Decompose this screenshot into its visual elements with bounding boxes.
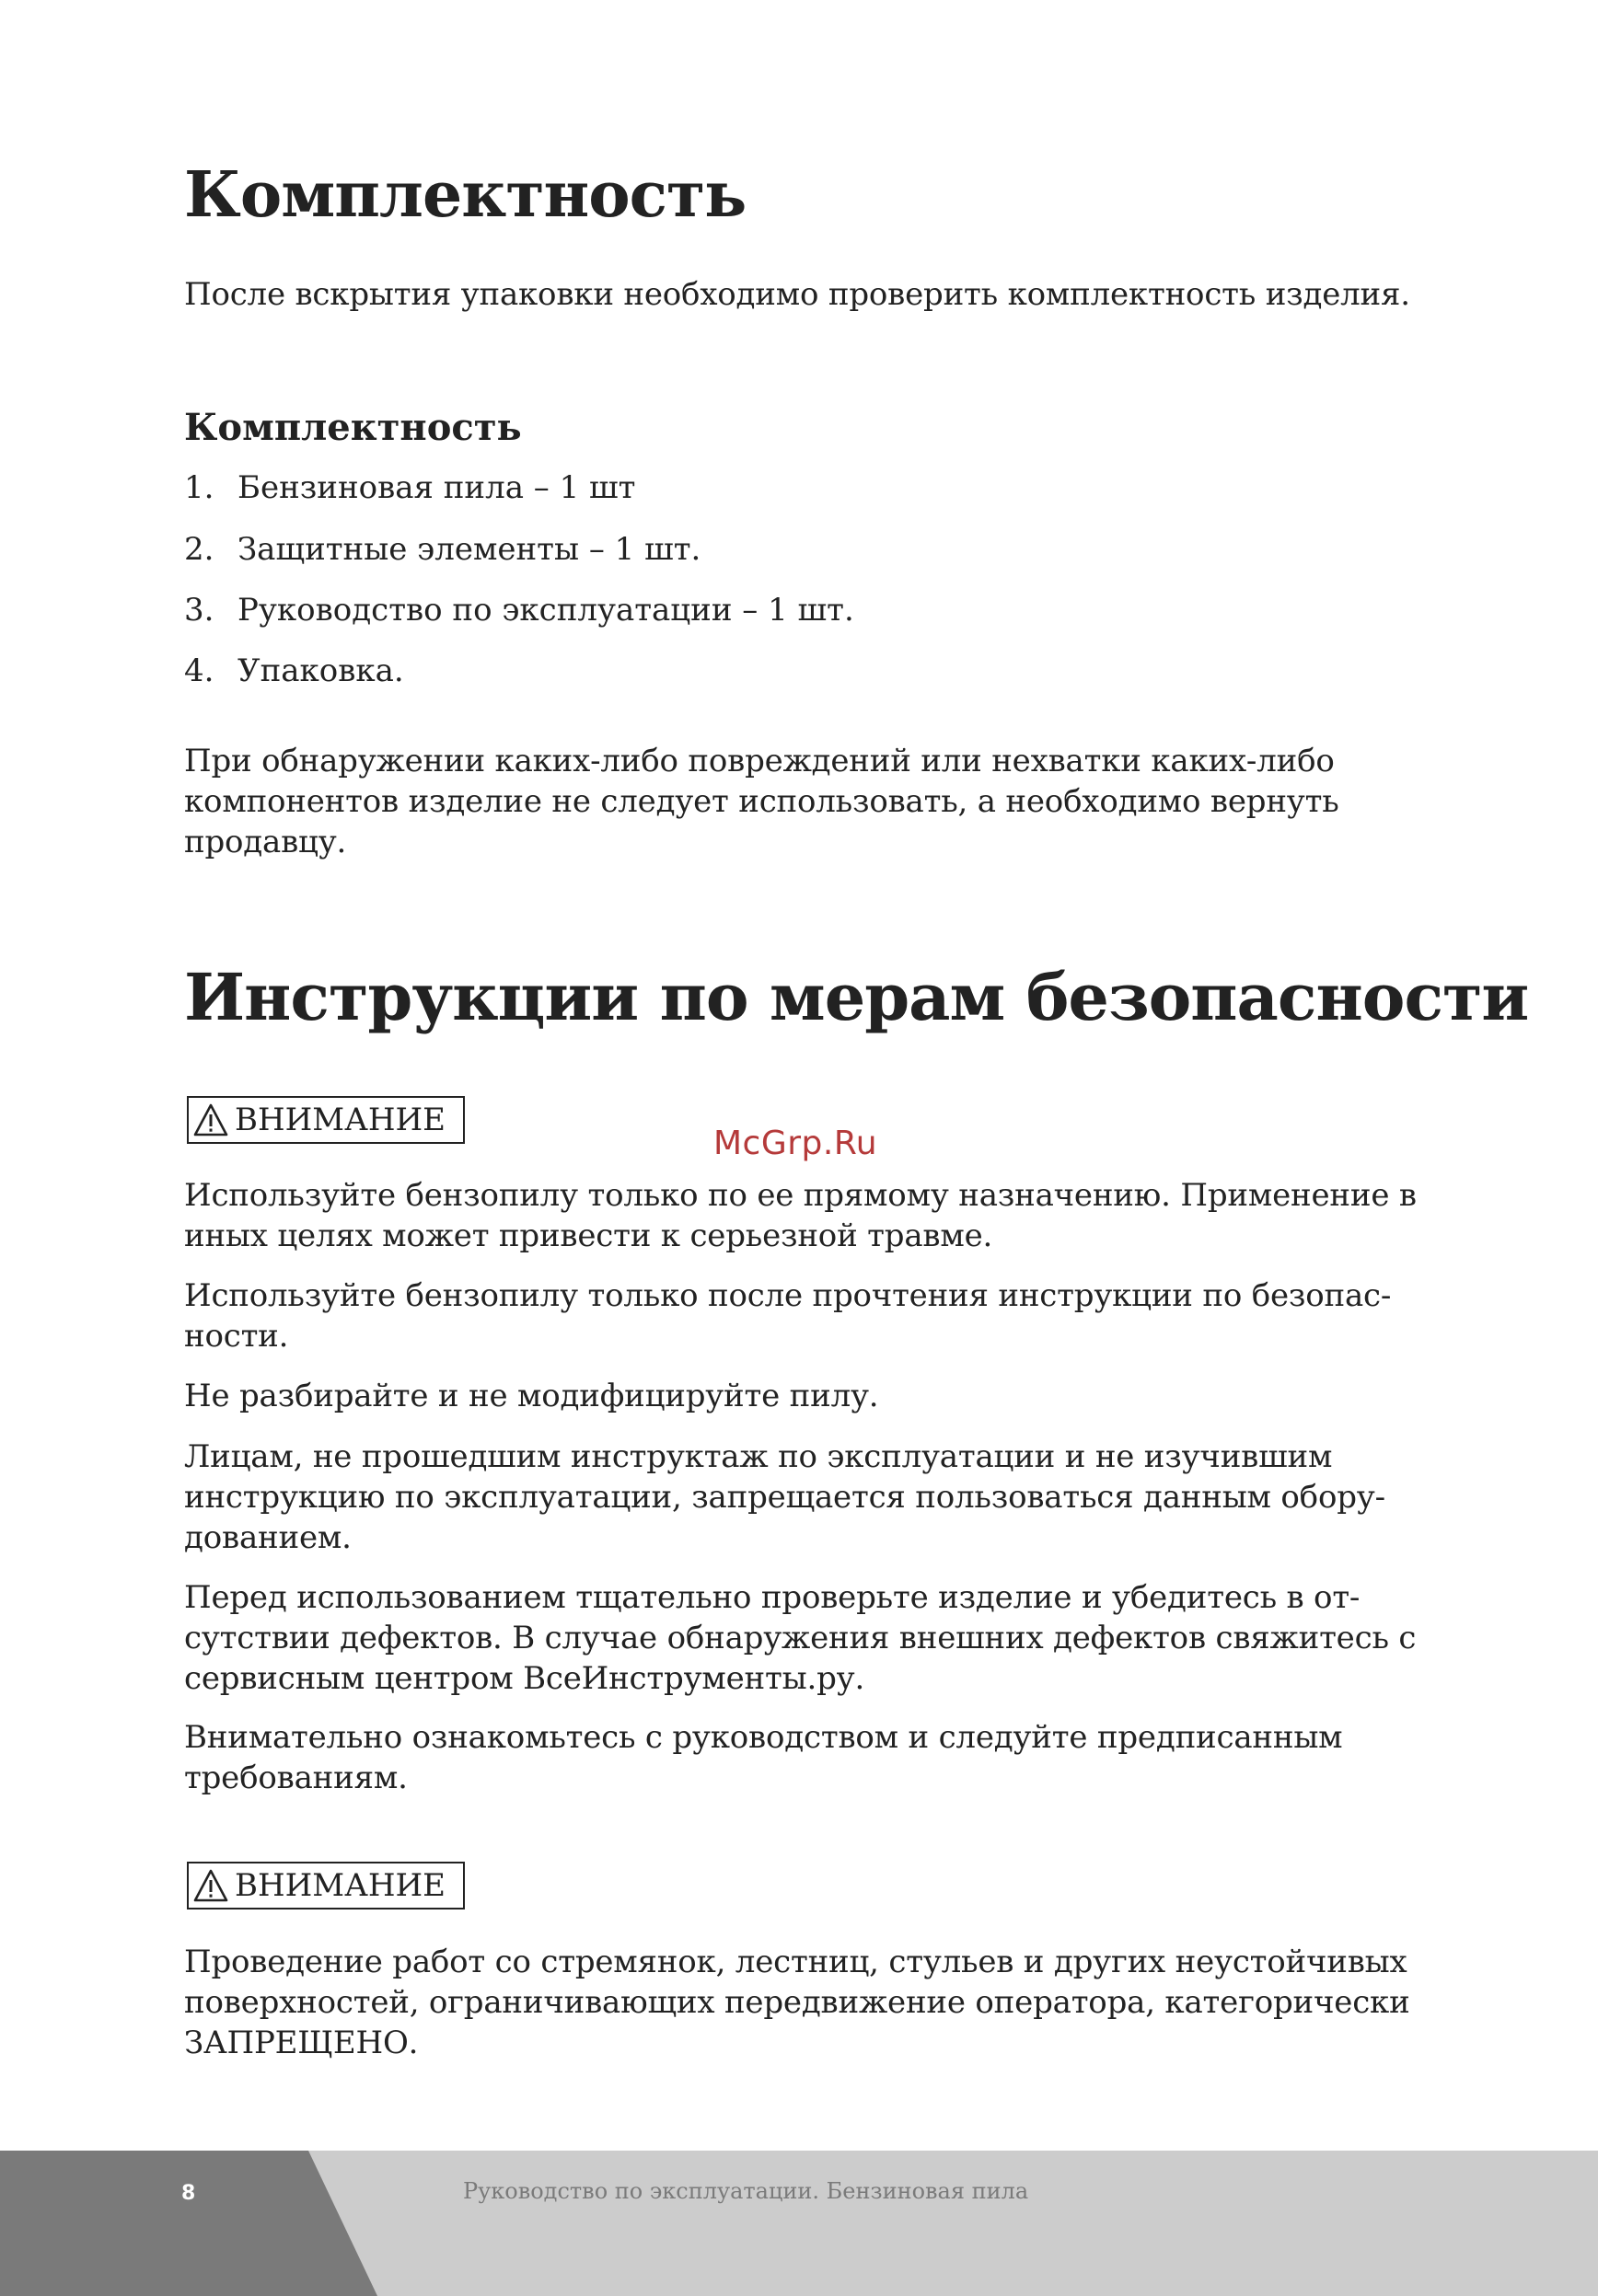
warning-box (187, 1096, 465, 1144)
footer-dark-band (0, 2151, 377, 2296)
list-item-number: 3. (184, 592, 214, 629)
list-item-number: 4. (184, 652, 214, 689)
footer-title: Руководство по эксплуатации. Бензиновая пила (463, 2178, 1029, 2204)
warning-box (187, 1862, 465, 1909)
safety-paragraph: Используйте бензопилу только после прочтения инструкции по безопас-ности. (184, 1277, 1392, 1355)
list-item (184, 590, 854, 630)
list-item-number: 1. (184, 469, 214, 506)
list-item-text: Бензиновая пила – 1 шт (237, 469, 636, 506)
damage-note-paragraph: При обнаружении каких-либо повреждений или нехватки каких-либо компонентов изделие не следует использовать, а необходимо вернуть продавцу. (184, 743, 1339, 860)
safety-paragraph: Используйте бензопилу только по ее прямому назначению. Применение в иных целях может привести к серьезной травме. (184, 1177, 1417, 1254)
list-item (184, 467, 635, 508)
warning-triangle-icon (192, 1868, 229, 1903)
list-item (184, 651, 404, 691)
section-title-safety: Инструкции по мерам безопасности (184, 959, 1529, 1035)
warning-label: ВНИМАНИЕ (235, 1867, 446, 1904)
final-warning-paragraph: Проведение работ со стремянок, лестниц, стульев и других неустойчивых поверхностей, ограничивающих передвижение оператора, категорически ЗАПРЕЩЕНО. (184, 1944, 1410, 2061)
safety-paragraph: Внимательно ознакомьтесь с руководством и следуйте предписанным требованиям. (184, 1719, 1343, 1796)
list-item-text: Руководство по эксплуатации – 1 шт. (237, 592, 854, 629)
safety-paragraph: Лицам, не прошедшим инструктаж по эксплуатации и не изучившим инструкцию по эксплуатации, запрещается пользоваться данным обору-дованием. (184, 1438, 1385, 1556)
list-item-text: Защитные элементы – 1 шт. (237, 531, 701, 568)
page-footer (0, 2151, 1598, 2296)
warning-triangle-icon (192, 1102, 229, 1137)
list-item-number: 2. (184, 531, 214, 568)
list-item (184, 529, 701, 570)
list-item-text: Упаковка. (237, 652, 404, 689)
safety-paragraph: Перед использованием тщательно проверьте изделие и убедитесь в от-сутствии дефектов. В случае обнаружения внешних дефектов свяжитесь с сервисным центром ВсеИнструменты.ру. (184, 1579, 1417, 1697)
warning-label: ВНИМАНИЕ (235, 1102, 446, 1138)
intro-paragraph: После вскрытия упаковки необходимо проверить комплектность изделия. (184, 276, 1410, 313)
subsection-title-completeness: Комплектность (184, 406, 522, 449)
watermark: McGrp.Ru (713, 1125, 878, 1162)
page-number: 8 (181, 2182, 196, 2205)
safety-paragraph: Не разбирайте и не модифицируйте пилу. (184, 1378, 879, 1414)
section-title-completeness: Комплектность (184, 158, 747, 232)
